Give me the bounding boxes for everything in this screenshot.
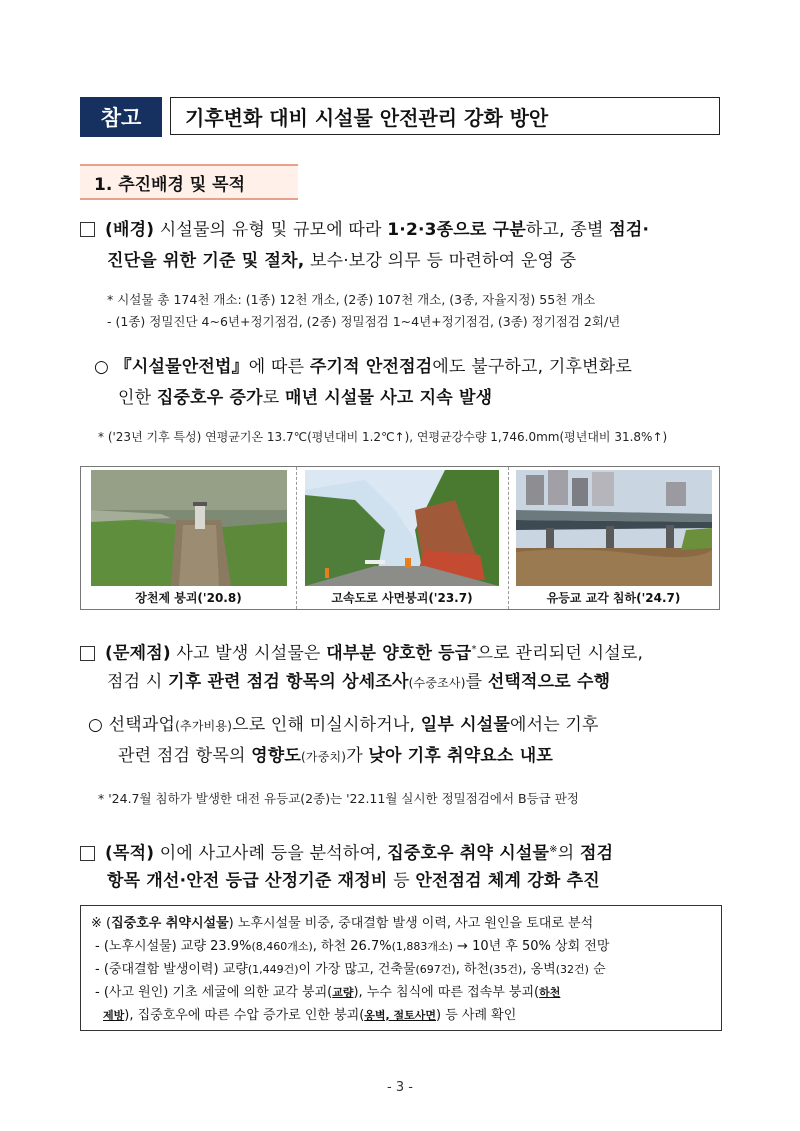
- circle-bullet-icon: ○: [88, 715, 109, 735]
- text: 으로 관리되던 시설로,: [476, 643, 644, 664]
- text-bold: 집중호우 증가: [156, 388, 263, 408]
- checkbox-square-icon: [80, 646, 95, 661]
- box-row: [91, 912, 711, 935]
- text: ) 등 사례 확인: [436, 1008, 517, 1023]
- text-bold: 기후 관련 점검 항목의 상세조사: [168, 672, 409, 692]
- text: , 하천: [455, 962, 490, 977]
- text: 순: [588, 962, 606, 977]
- text-bold: 점검·: [609, 220, 650, 240]
- text: 으로 인해 미실시하거나,: [232, 715, 421, 735]
- photo-strip: [80, 466, 720, 610]
- label-problem: (문제점): [105, 643, 171, 664]
- vulnerable-facilities-box: [80, 905, 722, 1031]
- text: , 하천 26.7%: [312, 939, 392, 954]
- text: ), 집중호우에 따른 수압 증가로 인한 붕괴(: [124, 1008, 365, 1023]
- text-small: (추가비용): [175, 719, 233, 733]
- text: ), 누수 침식에 따른 접속부 붕괴(: [353, 985, 540, 1000]
- background-note-3: * ('23년 기후 특성) 연평균기온 13.7℃(평년대비 1.2℃↑), 연평균강수량 1,746.0mm(평년대비 31.8%↑): [98, 430, 668, 444]
- text-small: (1,449건): [247, 963, 299, 976]
- text: , 옹벽: [522, 962, 556, 977]
- text: - (노후시설물) 교량 23.9%: [95, 939, 252, 954]
- photo-bridge: [516, 470, 712, 586]
- footnote-mark: *: [471, 644, 477, 655]
- background-sub-1: [94, 353, 632, 381]
- text: 이에 사고사례 등을 분석하여,: [154, 843, 388, 864]
- text-small: (8,460개소): [251, 940, 313, 953]
- purpose-line-1: [80, 836, 613, 868]
- text: 에도 불구하고, 기후변화로: [432, 357, 632, 377]
- problem-line-1: [80, 636, 643, 668]
- text-small: (697건): [415, 963, 456, 976]
- background-line-1: [80, 216, 649, 244]
- checkbox-square-icon: [80, 222, 95, 237]
- text: 에서는 기후: [509, 715, 599, 735]
- page-number: - 3 -: [387, 1080, 413, 1095]
- text-small: (1,883개소): [391, 940, 453, 953]
- page-title-text: 기후변화 대비 시설물 안전관리 강화 방안: [185, 105, 549, 130]
- text-bold: 영향도: [251, 746, 302, 766]
- text-bold: 주기적 안전점검: [309, 357, 433, 377]
- text-bold: 집중호우 취약시설물: [111, 916, 229, 931]
- text: 관련 점검 항목의: [118, 746, 252, 766]
- background-sub-2: [118, 384, 492, 412]
- box-row: [91, 1004, 711, 1027]
- bridge-image: [516, 470, 712, 586]
- background-note-2: - (1종) 정밀진단 4~6년+정기점검, (2종) 정밀점검 1~4년+정기점검, (3종) 정기점검 2회/년: [107, 314, 621, 329]
- page-title: [170, 97, 720, 135]
- text: - (사고 원인) 기초 세굴에 의한 교각 붕괴(: [95, 985, 333, 1000]
- box-row: [91, 981, 711, 1004]
- text-small: (32건): [555, 963, 589, 976]
- photo-caption: 고속도로 사면붕괴('23.7): [331, 591, 473, 605]
- problem-sub-2: [118, 742, 553, 771]
- text: 에 따른: [248, 357, 310, 377]
- text: 가: [346, 746, 369, 766]
- section-heading: 1. 추진배경 및 목적: [80, 164, 298, 200]
- background-line-2: [107, 247, 576, 275]
- text-underline: 제방: [103, 1009, 125, 1022]
- footnote-mark: ※: [549, 844, 558, 855]
- text: 등: [387, 871, 416, 891]
- problem-note: * '24.7월 침하가 발생한 대전 유등교(2종)는 '22.11월 실시한 정밀점검에서 B등급 판정: [98, 791, 579, 806]
- background-note-1: * 시설물 총 174천 개소: (1종) 12천 개소, (2종) 107천 개소, (3종, 자율지정) 55천 개소: [107, 292, 596, 307]
- text-underline: 옹벽, 절토사면: [364, 1009, 437, 1022]
- text-bold: 안전점검 체계 강화 추진: [415, 871, 600, 891]
- text-bold: 항목 개선·안전 등급 산정기준 재정비: [107, 871, 388, 891]
- text-underline: 하천: [539, 986, 561, 999]
- text-bold: 『시설물안전법』: [114, 357, 249, 377]
- text-small: (35건): [489, 963, 523, 976]
- purpose-line-2: [107, 867, 600, 895]
- text: 점검 시: [107, 672, 169, 692]
- photo-caption: 장천제 붕괴('20.8): [135, 591, 242, 605]
- text: ) 노후시설물 비중, 중대결함 발생 이력, 사고 원인을 토대로 분석: [228, 916, 594, 931]
- problem-line-2: [107, 668, 610, 697]
- text: → 10년 후 50% 상회 전망: [452, 939, 610, 954]
- photo-caption: 유등교 교각 침하('24.7): [546, 591, 681, 605]
- label-background: (배경): [105, 220, 155, 240]
- text-bold: 낮아 기후 취약요소 내포: [368, 746, 553, 766]
- text-bold: 대부분 양호한 등급: [326, 643, 472, 664]
- text: 의: [557, 843, 580, 864]
- text-bold: 1·2·3종으로 구분: [387, 220, 526, 240]
- label-purpose: (목적): [105, 843, 155, 864]
- box-row: [91, 935, 711, 958]
- circle-bullet-icon: ○: [94, 357, 115, 377]
- text: 인한: [118, 388, 157, 408]
- text: 보수·보강 의무 등 마련하여 운영 중: [304, 251, 577, 271]
- text-small: (수중조사): [408, 676, 466, 690]
- reference-tag: 참고: [80, 97, 162, 137]
- text: 로: [262, 388, 285, 408]
- text: ※ (: [91, 916, 112, 931]
- text: 시설물의 유형 및 규모에 따라: [154, 220, 388, 240]
- photo-landslide: [305, 470, 499, 586]
- text: 하고, 종별: [525, 220, 610, 240]
- text-bold: 점검: [579, 843, 614, 864]
- problem-sub-1: [88, 711, 599, 740]
- text-bold: 매년 시설물 사고 지속 발생: [284, 388, 493, 408]
- dam-collapse-image: [91, 470, 287, 586]
- text-small: (가중치): [301, 750, 347, 764]
- checkbox-square-icon: [80, 846, 95, 861]
- text: - (중대결함 발생이력) 교량: [95, 962, 248, 977]
- text-bold: 일부 시설물: [420, 715, 510, 735]
- text-bold: 선택적으로 수행: [487, 672, 611, 692]
- landslide-image: [305, 470, 499, 586]
- text-bold: 진단을 위한 기준 및 절차,: [107, 251, 305, 271]
- photo-dam-collapse: [91, 470, 287, 586]
- text: 사고 발생 시설물은: [170, 643, 327, 664]
- text: 이 가장 많고, 건축물: [298, 962, 416, 977]
- box-row: [91, 958, 711, 981]
- text: 를: [465, 672, 488, 692]
- text-bold: 집중호우 취약 시설물: [387, 843, 550, 864]
- text-underline: 교량: [332, 986, 354, 999]
- text: 선택과업: [108, 715, 176, 735]
